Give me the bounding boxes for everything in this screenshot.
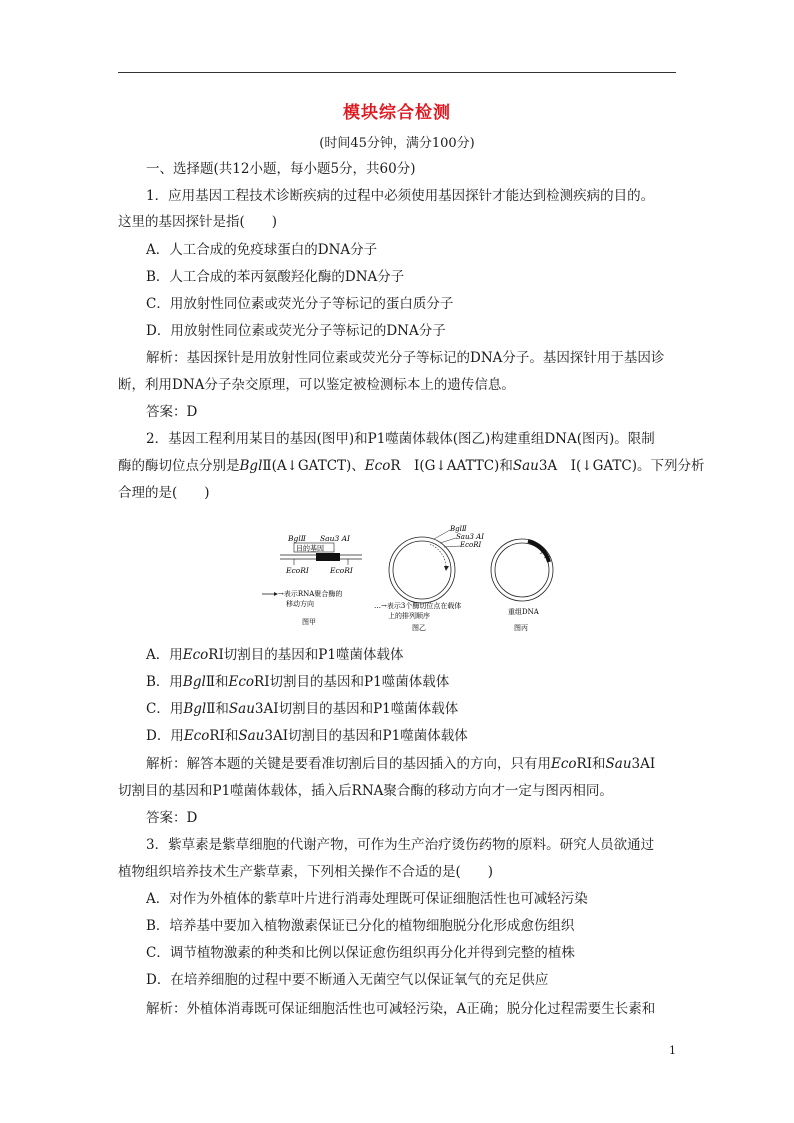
figure-yi <box>374 525 484 632</box>
q3-option-c: C．调节植物激素的种类和比例以保证愈伤组织再分化并得到完整的植株 <box>146 945 575 961</box>
yi-note-line1: …→表示3个酶切位点在载体 <box>374 602 462 610</box>
page-number: 1 <box>669 1044 676 1057</box>
q2-figure <box>258 522 554 634</box>
q3-stem-line1: 3．紫草素是紫草细胞的代谢产物，可作为生产治疗烫伤药物的原料。研究人员欲通过 <box>146 837 655 853</box>
q2-answer: 答案：D <box>146 810 198 826</box>
jia-gene-block <box>316 553 340 561</box>
yi-ecori-label: EcoRⅠ <box>460 541 482 549</box>
section-heading: 一、选择题(共12小题，每小题5分，共60分) <box>146 161 416 177</box>
jia-bglii-label: BglⅡ <box>288 534 306 543</box>
q1-option-a: A．人工合成的免疫球蛋白的DNA分子 <box>146 242 378 258</box>
q3-analysis-line1: 解析：外植体消毒既可保证细胞活性也可减轻污染，A正确；脱分化过程需要生长素和 <box>146 1001 656 1017</box>
q1-answer: 答案：D <box>146 404 198 420</box>
q2-option-c: C．用BglⅡ和Sau3AⅠ切割目的基因和P1噬菌体载体 <box>146 701 459 717</box>
bing-label: 重组DNA <box>508 608 539 616</box>
q1-stem-line1: 1．应用基因工程技术诊断疾病的过程中必须使用基因探针才能达到检测疾病的目的。 <box>146 188 655 204</box>
yi-caption: 图乙 <box>412 624 426 632</box>
jia-sau3a-label: Sau3 AⅠ <box>320 534 350 543</box>
figure-bing <box>491 539 553 632</box>
yi-note-line2: 上的排列顺序 <box>388 612 430 620</box>
q3-option-b: B．培养基中要加入植物激素保证已分化的植物细胞脱分化形成愈伤组织 <box>146 918 575 934</box>
q2-analysis-line1: 解析：解答本题的关键是要看准切割后目的基因插入的方向，只有用EcoRⅠ和Sau3AⅠ <box>146 756 656 772</box>
jia-ecori-left-label: EcoRⅠ <box>286 566 309 575</box>
page-title: 模块综合检测 <box>343 103 451 123</box>
exam-info: (时间45分钟，满分100分) <box>319 136 475 151</box>
q1-analysis-line2: 断，利用DNA分子杂交原理，可以鉴定被检测标本上的遗传信息。 <box>118 377 515 393</box>
q1-analysis-line1: 解析：基因探针是用放射性同位素或荧光分子等标记的DNA分子。基因探针用于基因诊 <box>146 350 665 366</box>
q1-stem-line2: 这里的基因探针是指( ) <box>118 214 278 230</box>
jia-caption: 图甲 <box>302 618 316 626</box>
header-rule <box>118 72 676 73</box>
q2-stem-line1: 2．基因工程利用某目的基因(图甲)和P1噬菌体载体(图乙)构建重组DNA(图丙)。限制 <box>146 431 655 447</box>
q2-option-b: B．用BglⅡ和EcoRⅠ切割目的基因和P1噬菌体载体 <box>146 674 450 690</box>
q2-option-a: A．用EcoRⅠ切割目的基因和P1噬菌体载体 <box>146 647 404 663</box>
q3-option-a: A．对作为外植体的紫草叶片进行消毒处理既可保证细胞活性也可减轻污染 <box>146 891 588 907</box>
q1-option-c: C．用放射性同位素或荧光分子等标记的蛋白质分子 <box>146 296 454 312</box>
q2-stem-line2: 酶的酶切位点分别是BglⅡ(A↓GATCT)、EcoR Ⅰ(G↓AATTC)和Sau3A Ⅰ(↓GATC)。下列分析 <box>118 458 705 474</box>
q1-option-b: B．人工合成的苯丙氨酸羟化酶的DNA分子 <box>146 269 405 285</box>
q2-stem-line3: 合理的是( ) <box>118 485 210 501</box>
figure-jia <box>262 534 362 626</box>
yi-bglii-label: BglⅡ <box>450 525 467 533</box>
bing-caption: 图丙 <box>514 624 528 632</box>
bing-gene-insert <box>528 541 549 562</box>
jia-note-line1: →表示RNA聚合酶的 <box>278 590 343 598</box>
jia-ecori-right-label: EcoRⅠ <box>330 566 353 575</box>
yi-sau3a-label: Sau3 AⅠ <box>456 533 484 541</box>
q2-analysis-line2: 切割目的基因和P1噬菌体载体，插入后RNA聚合酶的移动方向才一定与图丙相同。 <box>118 783 613 799</box>
jia-note-line2: 移动方向 <box>286 600 314 608</box>
jia-gene-label: 目的基因 <box>296 544 324 553</box>
q3-option-d: D．在培养细胞的过程中要不断通入无菌空气以保证氧气的充足供应 <box>146 972 549 988</box>
q1-option-d: D．用放射性同位素或荧光分子等标记的DNA分子 <box>146 323 446 339</box>
q3-stem-line2: 植物组织培养技术生产紫草素，下列相关操作不合适的是( ) <box>118 864 494 880</box>
q2-option-d: D．用EcoRⅠ和Sau3AⅠ切割目的基因和P1噬菌体载体 <box>146 728 468 744</box>
